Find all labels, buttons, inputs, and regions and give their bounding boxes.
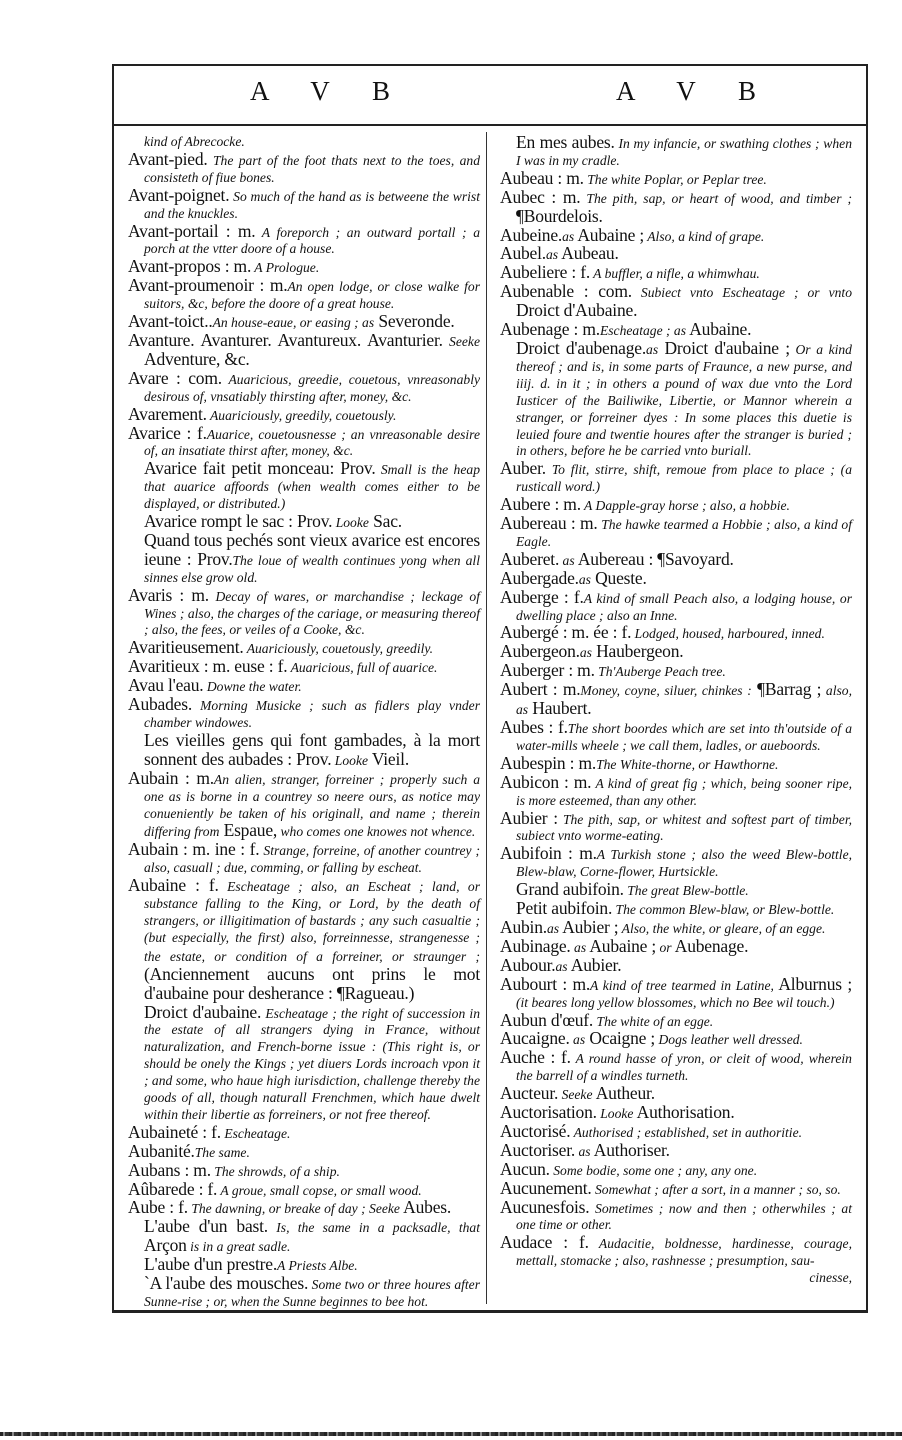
entry-headword: Aubanité. — [128, 1140, 195, 1161]
entry-headword: Petit aubifoin. — [516, 898, 613, 919]
entry-gloss: So much of the hand as is betweene the wrist and the knuckles. — [144, 188, 480, 221]
dictionary-entry — [128, 877, 480, 1003]
entry-gloss: as — [579, 645, 592, 661]
entry-gloss: Small is the heap that auarice affoords (when wealth comes either to be displayed, or distributed.) — [144, 462, 480, 512]
entry-gloss: Seeke — [558, 1087, 593, 1103]
entry-headword: Aûbarede : f. — [128, 1178, 218, 1199]
entry-reference: ¶Barrag ; — [751, 679, 822, 700]
entry-gloss: as — [646, 341, 659, 357]
entry-gloss: Escheatage. — [220, 1125, 291, 1141]
entry-headword: Avant-toict.. — [128, 311, 213, 332]
dictionary-entry — [500, 1139, 852, 1161]
entry-gloss: as — [545, 247, 559, 263]
entry-gloss: as — [562, 228, 575, 244]
entry-headword: Avaritieux : m. euse : f. — [128, 656, 288, 677]
dictionary-entry — [500, 771, 852, 810]
entry-gloss: Authorised ; established, set in authoritie. — [570, 1124, 803, 1140]
dictionary-entry — [500, 586, 852, 625]
entry-reference: Droict d'Aubaine. — [516, 300, 638, 321]
entry-gloss: Auaricious, greedie, couetous, vnreasonably desirous of, vnsatiably thirsting after, money, &c. — [144, 371, 481, 404]
entry-headword: Avarement. — [128, 403, 207, 424]
entry-headword: L'aube d'un prestre. — [144, 1254, 278, 1275]
entry-gloss: as — [546, 920, 560, 936]
entry-gloss: The loue of wealth continues yong when all sinnes else grow old. — [144, 552, 480, 585]
entry-gloss: Auariciously, greedily, couetously. — [206, 407, 397, 423]
entry-gloss: The short boordes which are set into th'outside of a water-mills wheele ; we call them, ladles, or aueboords. — [516, 721, 852, 753]
entry-gloss: as — [559, 552, 575, 568]
entry-headword: Quand tous pechés sont vieux avarice est encores ieune : Prov. — [144, 529, 480, 569]
entry-headword: Avare : com. — [128, 367, 222, 388]
entry-gloss: A Dapple-gray horse ; also, a hobbie. — [580, 498, 790, 514]
entry-gloss: Escheatage ; as — [599, 323, 687, 339]
entry-reference: Aubereau : ¶Savoyard. — [574, 548, 734, 569]
entry-headword: Aubert : m. — [500, 679, 581, 700]
entry-headword: Aubin. — [500, 916, 547, 937]
entry-gloss: Money, coyne, siluer, chinkes : — [580, 683, 752, 699]
entry-gloss: A Prologue. — [251, 260, 320, 276]
entry-headword: Aubergeon. — [500, 641, 580, 662]
dictionary-entry — [500, 1196, 852, 1235]
entry-headword: Avau l'eau. — [128, 675, 204, 696]
entry-headword: Avarice : f. — [128, 422, 207, 443]
dictionary-entry — [128, 277, 480, 313]
right-column — [500, 134, 852, 1287]
entry-gloss: The white of an egge. — [593, 1013, 714, 1029]
entry-headword: Aubenage : m. — [500, 319, 600, 340]
entry-reference: Authorisation. — [633, 1102, 735, 1123]
entry-gloss: Or a kind thereof ; and is, in some parts of Fraunce, a new purse, and iiij. d. in it ; in others a pound of wax due vnto the Lord Iusticer of the Bailiwike, Libertie, or Mannor wherein a stranger, or forreiner dyes : In some places this duetie is leuied foure and twentie houres after the stranger is buried ; in others, before he be carried vnto buriall. — [516, 341, 852, 459]
entry-headword: Auberger : m. — [500, 660, 595, 681]
dictionary-entry — [500, 807, 852, 846]
dictionary-entry — [500, 134, 852, 170]
entry-reference: Sac. — [368, 511, 402, 532]
entry-headword: Audace : f. — [500, 1232, 589, 1253]
entry-gloss: Lodged, housed, harboured, inned. — [631, 626, 825, 642]
entry-headword: Avaris : m. — [128, 584, 209, 605]
dictionary-entry — [128, 1001, 481, 1124]
dictionary-entry — [128, 841, 480, 877]
entry-reference: Aubeau. — [558, 243, 619, 264]
entry-gloss: A round hasse of yron, or cleit of wood, wherein the barrell of a windles turneth. — [516, 1051, 852, 1084]
entry-reference: Aubaine. — [686, 319, 752, 340]
entry-headword: Aubeine. — [500, 224, 563, 245]
dictionary-entry — [500, 1234, 852, 1287]
entry-gloss: as — [575, 1143, 591, 1159]
entry-headword: Auberge : f. — [500, 586, 584, 607]
entry-gloss: Some bodie, some one ; any, any one. — [549, 1162, 758, 1178]
entry-gloss: Auariciously, couetously, greedily. — [243, 641, 434, 657]
entry-gloss: Downe the water. — [203, 679, 302, 695]
entry-headword: Aubaineté : f. — [128, 1121, 221, 1142]
entry-gloss: Sometimes ; now and then ; otherwhiles ; at one time or other. — [516, 1200, 852, 1233]
entry-gloss: Looke — [596, 1106, 634, 1122]
entry-reference: Aubes. — [399, 1197, 452, 1218]
entry-reference: ¶Bourdelois. — [516, 205, 603, 226]
bottom-rule — [112, 1310, 868, 1313]
dictionary-entry — [128, 729, 480, 770]
entry-reference: Arçon — [144, 1235, 187, 1256]
dictionary-entry — [128, 696, 480, 732]
entry-headword: Avant-propos : m. — [128, 256, 252, 277]
entry-reference: Aubier ; — [559, 916, 619, 937]
entry-gloss: Escheatage ; also, an Escheat ; land, or substance falling to the King, or Lord, by the death of strangers, or illigitimation of bastards ; any such casualtie ; (but especially, the first) also, forreinnesse, strangenesse ; the estate, or condition of a forreiner, or straunger ; — [144, 879, 480, 964]
dictionary-entry — [128, 148, 480, 187]
dictionary-entry — [128, 329, 480, 370]
entry-headword: Aubergé : m. ée : f. — [500, 622, 632, 643]
entry-gloss: A groue, small copse, or small wood. — [217, 1182, 422, 1198]
entry-gloss: kind of Abrecocke. — [144, 134, 245, 149]
entry-headword: Aubun d'œuf. — [500, 1009, 594, 1030]
entry-headword: Aubere : m. — [500, 494, 581, 515]
dictionary-entry — [500, 1049, 852, 1085]
entry-headword: Grand aubifoin. — [516, 879, 624, 900]
entry-gloss: A Priests Albe. — [277, 1258, 358, 1274]
entry-gloss: A Turkish stone ; also the weed Blew-bottle, Blew-blaw, Corne-flower, Hurtsickle. — [516, 847, 852, 880]
entry-reference: (Anciennement aucuns ont prins le mot d'aubaine pour desherance : ¶Ragueau.) — [144, 963, 480, 1003]
dictionary-entry — [128, 460, 480, 513]
entry-headword: Auberet. — [500, 548, 560, 569]
entry-headword: Aubeau : m. — [500, 167, 584, 188]
entry-gloss: Dogs leather well dressed. — [655, 1032, 803, 1048]
dictionary-entry — [500, 845, 852, 881]
entry-headword: Avarice fait petit monceau: Prov. — [144, 458, 376, 479]
entry-gloss-continuation: cinesse, — [809, 1270, 852, 1286]
entry-reference: Aubaine ; — [586, 935, 657, 956]
dictionary-entry — [500, 515, 852, 551]
entry-gloss: An house-eaue, or easing ; as — [212, 315, 375, 331]
entry-gloss: who comes one knowes not whence. — [277, 824, 476, 840]
entry-gloss: Audacitie, boldnesse, hardinesse, courage, mettall, stomacke ; also, rashnesse ; presumption, sau- — [516, 1236, 852, 1269]
dictionary-entry — [500, 460, 852, 496]
entry-reference: Autheur. — [592, 1083, 655, 1104]
entry-headword: Avaritieusement. — [128, 637, 244, 658]
entry-gloss: In my infancie, or swathing clothes ; when I was in my cradle. — [516, 136, 853, 168]
entry-gloss: Subiect vnto Escheatage ; or vnto — [631, 285, 853, 301]
page-header — [114, 66, 866, 126]
dictionary-entry — [128, 767, 480, 842]
entry-gloss: The White-thorne, or Hawthorne. — [596, 756, 779, 772]
dictionary-entry — [500, 283, 852, 321]
entry-gloss: Seeke — [442, 333, 480, 349]
dictionary-entry — [500, 973, 852, 1012]
entry-headword: Aubain : m. — [128, 767, 214, 788]
entry-gloss: A kind of small Peach also, a lodging house, or dwelling place ; also an Inne. — [516, 590, 852, 623]
entry-headword: Droict d'aubenage. — [516, 337, 647, 358]
entry-reference: Vieil. — [368, 748, 409, 769]
entry-reference: Droict d'aubaine ; — [658, 337, 790, 358]
entry-headword: Aubergade. — [500, 567, 579, 588]
entry-gloss: Somewhat ; after a sort, in a manner ; so, so. — [591, 1181, 841, 1197]
entry-headword: Aubier : — [500, 807, 558, 828]
entry-headword: Avarice rompt le sac : Prov. — [144, 511, 333, 532]
entry-gloss: Some two or three houres after Sunne-rise ; or, when the Sunne beginnes to bee hot. — [144, 1277, 480, 1309]
dictionary-entry — [500, 681, 852, 719]
column-divider — [486, 132, 487, 1304]
entry-headword: L'aube d'un bast. — [144, 1216, 268, 1237]
entry-headword: Aubereau : m. — [500, 513, 598, 534]
dictionary-entry — [500, 719, 852, 755]
entry-headword: Auctorisé. — [500, 1120, 571, 1141]
entry-headword: Aubes : f. — [500, 717, 568, 737]
entry-headword: Avanture. Avanturer. Avantureux. Avanturier. — [128, 329, 443, 350]
entry-reference: Authoriser. — [590, 1139, 670, 1160]
entry-reference: Adventure, &c. — [144, 348, 250, 369]
entry-gloss: Auaricious, full of auarice. — [287, 660, 438, 676]
entry-headword: Aubourt : m. — [500, 973, 591, 994]
entry-gloss: is in a great sadle. — [186, 1239, 291, 1255]
entry-gloss: A kind of tree tearmed in Latine, — [590, 977, 774, 993]
running-head-left: A V B — [250, 76, 409, 106]
dictionary-entry — [128, 1218, 480, 1256]
dictionary-entry — [128, 220, 480, 259]
entry-headword: Avant-proumenoir : m. — [128, 275, 288, 296]
entry-headword: Les vieilles gens qui font gambades, à la mort sonnent des aubades : Prov. — [144, 729, 480, 769]
entry-headword: `A l'aube des mousches. — [144, 1273, 309, 1294]
dictionary-entry — [500, 186, 852, 227]
entry-headword: Aubaine : f. — [128, 875, 219, 896]
entry-gloss: Escheatage ; the right of succession in the estate of all strangers dying in France, without naturalization, and French-borne issue : (This right is, or should be onely the Kings ; yet diuers Lords incroach vpon it ; and some, who haue high iurisdiction, challenge thereby the goods of all, though naturall Frenchmen, which haue dwelt within their libertie as forreiners, or not free thereof. — [144, 1005, 481, 1122]
entry-reference: Haubert. — [528, 698, 592, 719]
entry-headword: Aubinage. — [500, 935, 571, 956]
entry-gloss: as — [578, 571, 591, 587]
entry-headword: Avant-pied. — [128, 148, 208, 169]
entry-headword: Aucunement. — [500, 1177, 592, 1198]
entry-headword: En mes aubes. — [516, 132, 615, 152]
dictionary-entry — [128, 529, 480, 587]
entry-headword: Aubans : m. — [128, 1159, 211, 1180]
dictionary-entry — [500, 900, 852, 919]
entry-gloss: as — [569, 1032, 586, 1048]
entry-gloss: The great Blew-bottle. — [623, 883, 749, 899]
entry-reference: Ocaigne ; — [585, 1028, 656, 1049]
entry-gloss: An open lodge, or close walke for suitors, &c, before the doore of a great house. — [144, 279, 480, 312]
entry-gloss: Looke — [331, 752, 369, 768]
entry-gloss: as — [555, 958, 568, 974]
entry-gloss: Looke — [332, 515, 369, 531]
entry-headword: Aucunesfois. — [500, 1196, 590, 1217]
entry-gloss: A buffler, a nifle, a whimwhau. — [590, 266, 760, 282]
entry-headword: Aubel. — [500, 243, 546, 264]
dictionary-entry — [500, 337, 852, 460]
entry-gloss: To flit, stirre, shift, remoue from place to place ; (a rusticall word.) — [516, 462, 852, 495]
entry-headword: Auber. — [500, 458, 546, 479]
entry-gloss: A kind of great fig ; which, being sooner ripe, is more esteemed, than any other. — [516, 775, 852, 808]
entry-headword: Aubenable : com. — [500, 281, 632, 302]
dictionary-entry — [128, 422, 481, 461]
entry-gloss: An alien, stranger, forreiner ; properly such a one as is borne in a countrey so neere ours, as notice may conueniently be taken of his originall, and name ; therein differing from — [144, 771, 480, 840]
left-column — [128, 134, 480, 1311]
dictionary-entry — [128, 184, 480, 223]
entry-headword: Aube : f. — [128, 1197, 188, 1218]
entry-gloss: The part of the foot thats next to the toes, and consisteth of fiue bones. — [144, 152, 480, 185]
entry-reference: Alburnus ; — [773, 973, 852, 994]
dictionary-entry — [128, 1275, 480, 1311]
entry-headword: Avant-poignet. — [128, 184, 230, 205]
entry-gloss: The white Poplar, or Peplar tree. — [583, 171, 767, 187]
entry-headword: Aubain : m. ine : f. — [128, 839, 260, 860]
entry-headword: Aubec : m. — [500, 186, 581, 207]
entry-headword: Aucun. — [500, 1158, 550, 1179]
entry-headword: Auctorisation. — [500, 1102, 597, 1123]
entry-gloss: The pith, sap, or whitest and softest part of timber, subiect vnto worme-eating. — [516, 811, 852, 844]
entry-gloss: The shrowds, of a ship. — [210, 1163, 340, 1179]
entry-headword: Aubeliere : f. — [500, 262, 591, 283]
entry-headword: Auche : f. — [500, 1047, 571, 1068]
entry-gloss: Morning Musicke ; such as fidlers play vnder chamber windowes. — [144, 698, 480, 730]
entry-headword: Droict d'aubaine. — [144, 1001, 262, 1022]
entry-headword: Avant-portail : m. — [128, 220, 256, 241]
entry-gloss: or — [656, 939, 672, 955]
entry-gloss: The dawning, or breake of day ; Seeke — [187, 1201, 400, 1217]
dictionary-entry — [128, 584, 480, 640]
entry-gloss: Is, the same in a packsadle, that — [267, 1220, 480, 1236]
entry-reference: Aubenage. — [671, 935, 749, 956]
entry-reference: Aubier. — [567, 954, 622, 975]
entry-gloss: A foreporch ; an outward portall ; a porch at the vtter doore of a house. — [144, 224, 480, 257]
dictionary-entry — [500, 224, 852, 246]
entry-headword: Aubades. — [128, 694, 193, 715]
entry-headword: Aubifoin : m. — [500, 843, 597, 864]
entry-reference: Queste. — [590, 567, 647, 588]
entry-gloss: Th'Auberge Peach tree. — [594, 664, 726, 680]
running-head-right: A V B — [616, 76, 775, 106]
entry-gloss: The hawke tearmed a Hobbie ; also, a kind of Eagle. — [516, 517, 852, 549]
entry-gloss: as — [570, 939, 587, 955]
entry-gloss: Auarice, couetousnesse ; an vnreasonable desire of, an insatiate thirst after, money, &c. — [144, 426, 481, 459]
entry-reference: Aubaine ; — [574, 224, 645, 245]
entry-reference: Severonde. — [374, 311, 455, 332]
scan-edge — [0, 1432, 902, 1436]
entry-headword: Auctoriser. — [500, 1139, 576, 1160]
entry-reference: Espaue, — [219, 820, 278, 841]
page-frame — [112, 64, 868, 1310]
entry-gloss: Strange, forreine, of another countrey ; also, casuall ; due, comming, or falling by escheat. — [144, 843, 481, 876]
entry-headword: Aubespin : m. — [500, 752, 597, 773]
entry-headword: Aubour. — [500, 954, 556, 975]
entry-gloss: Decay of wares, or marchandise ; leckage of Wines ; also, the charges of the cariage, or measuring thereof ; also, the fees, or veiles of a Cooke, &c. — [144, 588, 480, 638]
entry-reference: Haubergeon. — [591, 641, 684, 662]
entry-gloss: also, as — [516, 683, 852, 718]
entry-gloss: (it beares long yellow blossomes, which no Bee wil touch.) — [516, 994, 835, 1010]
dictionary-entry — [128, 367, 481, 406]
entry-gloss: The same. — [194, 1144, 250, 1160]
entry-headword: Aubicon : m. — [500, 771, 592, 792]
entry-gloss: The common Blew-blaw, or Blew-bottle. — [612, 902, 835, 918]
entry-gloss: The pith, sap, or heart of wood, and timber ; — [580, 190, 852, 206]
entry-gloss: Also, a kind of grape. — [644, 228, 765, 244]
entry-headword: Aucteur. — [500, 1083, 559, 1104]
entry-gloss: Also, the white, or gleare, of an egge. — [618, 920, 826, 936]
entry-headword: Aucaigne. — [500, 1028, 570, 1049]
